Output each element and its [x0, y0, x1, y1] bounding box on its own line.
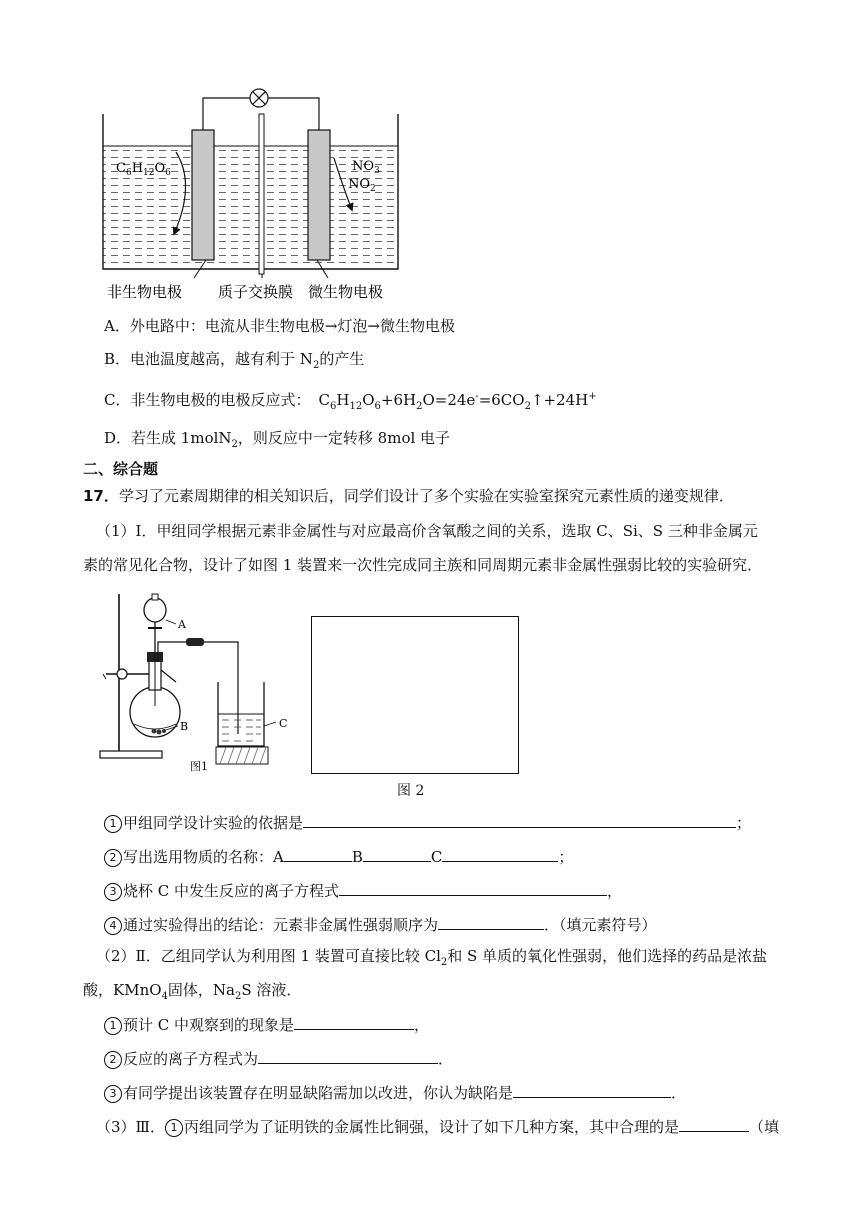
option-text-pre: 非生物电极的电极反应式：: [130, 391, 311, 409]
wire-left: [203, 98, 250, 130]
label-c: C: [279, 717, 288, 730]
q17-part2-item-1: [104, 1014, 429, 1035]
answer-blank[interactable]: [294, 1014, 414, 1030]
item-label-b: B: [351, 848, 363, 866]
option-letter: C．: [104, 391, 131, 409]
q17-part2-item-3: [104, 1082, 686, 1103]
answer-blank[interactable]: [438, 914, 544, 930]
item-text: 甲组同学设计实验的依据是: [123, 814, 304, 832]
item-tail: ；: [736, 814, 752, 832]
item-tail: ．: [438, 1050, 454, 1068]
circled-number: 1: [104, 815, 122, 833]
wire-right: [268, 98, 319, 130]
separatory-funnel: [144, 598, 166, 622]
part3-pre: （3）Ⅲ．: [96, 1118, 166, 1136]
option-letter: D．: [104, 429, 132, 447]
subscript: 2: [234, 991, 242, 1002]
part3-tail: （填: [749, 1118, 780, 1136]
circled-number: 4: [104, 917, 122, 935]
part2-text-c: S 溶液．: [241, 981, 302, 999]
option-text-post: ，则反应中一定转移 8mol 电子: [237, 429, 451, 447]
right-species-label-1: $NO_3$: [352, 159, 380, 176]
q17-stem: [83, 486, 734, 506]
label-a: A: [178, 618, 186, 631]
part3-text: 丙组同学为了证明铁的金属性比铜强，设计了如下几种方案，其中合理的是: [184, 1118, 680, 1136]
left-electrode: [192, 130, 214, 260]
option-letter: A．: [104, 317, 130, 335]
option-b: [104, 349, 364, 376]
q17-part1-line2: 素的常见化合物，设计了如图 1 装置来一次性完成同主族和同周期元素非金属性强弱比较的实验研究．: [83, 556, 763, 574]
support-block: [216, 747, 268, 764]
option-c: [104, 387, 597, 417]
section-title: 二、综合题: [83, 460, 159, 478]
item-tail: ．: [671, 1084, 687, 1102]
subscript: 2: [231, 439, 238, 450]
circled-number: 3: [104, 883, 122, 901]
item-tail: ．（填元素符号）: [544, 916, 657, 934]
item-tail: ，: [414, 1016, 430, 1034]
option-text: 外电路中：电流从非生物电极→灯泡→微生物电极: [129, 317, 455, 335]
proton-exchange-membrane: [259, 114, 264, 274]
q17-item-4: [104, 914, 657, 935]
option-text-pre: 若生成 1molN: [131, 429, 232, 447]
figure-1-caption: 图1: [190, 760, 208, 773]
part2-text-pre: （2）Ⅱ．乙组同学认为利用图 1 装置可直接比较 Cl: [96, 947, 441, 965]
label-b: B: [180, 720, 189, 733]
subscript: 2: [312, 360, 320, 371]
question-stem: 学习了元素周期律的相关知识后，同学们设计了多个实验在实验室探究元素性质的递变规律．: [118, 487, 734, 505]
question-number: 17．: [83, 487, 119, 505]
circled-number: 2: [104, 849, 122, 867]
item-text: 反应的离子方程式为: [123, 1050, 259, 1068]
option-a: [104, 316, 455, 336]
answer-blank-c[interactable]: [442, 846, 558, 862]
answer-blank[interactable]: [258, 1048, 438, 1064]
answer-blank[interactable]: [679, 1116, 749, 1132]
label-non-bio-electrode: 非生物电极: [107, 283, 183, 301]
label-bio-electrode: 微生物电极: [308, 283, 384, 301]
apparatus-figure-1: [98, 584, 298, 774]
item-text: 预计 C 中观察到的现象是: [123, 1016, 295, 1034]
answer-blank-b[interactable]: [363, 846, 431, 862]
item-text: 通过实验得出的结论：元素非金属性强弱顺序为: [123, 916, 439, 934]
q17-part2-line1: [96, 946, 767, 973]
option-text-pre: 电池温度越高，越有利于 N: [130, 350, 313, 368]
item-text: 烧杯 C 中发生反应的离子方程式: [123, 882, 340, 900]
fuel-cell-diagram: [98, 84, 408, 304]
left-species-label: $C_6H_{12}O_6$: [116, 161, 171, 178]
right-electrode: [308, 130, 330, 260]
circled-number: 1: [165, 1119, 183, 1137]
q17-part3-line1: [96, 1116, 779, 1137]
item-label-c: C: [430, 848, 443, 866]
answer-blank-a[interactable]: [284, 846, 352, 862]
q17-part2-item-2: [104, 1048, 453, 1069]
label-membrane: 质子交换膜: [218, 283, 294, 301]
item-tail: ，: [607, 882, 623, 900]
item-text: 有同学提出该装置存在明显缺陷需加以改进，你认为缺陷是: [123, 1084, 514, 1102]
circled-number: 1: [104, 1017, 122, 1035]
part2-text-a: 酸，KMnO: [83, 981, 162, 999]
subscript: 2: [440, 957, 448, 968]
q17-item-3: [104, 880, 622, 901]
part2-text-b: 固体，Na: [167, 981, 235, 999]
option-text-post: 的产生: [319, 350, 365, 368]
electrode-equation: $C_6H_{12}O_6+6H_2O=24e^-=6CO_2↑+24H^+$: [318, 391, 597, 412]
lamp-icon: [250, 89, 268, 107]
circled-number: 2: [104, 1051, 122, 1069]
item-text: 写出选用物质的名称：A: [123, 848, 284, 866]
answer-blank[interactable]: [339, 880, 607, 896]
right-species-label-2: $NO_2$: [348, 177, 376, 194]
option-d: [104, 428, 450, 455]
stand-base: [100, 751, 162, 758]
subscript: 4: [161, 991, 168, 1002]
answer-blank[interactable]: [513, 1082, 671, 1098]
item-tail: ；: [558, 848, 574, 866]
part2-text-mid: 和 S 单质的氧化性强弱，他们选择的药品是浓盐: [447, 947, 768, 965]
q17-item-2: [104, 846, 573, 867]
figure-2-caption: 图 2: [397, 783, 425, 799]
figure-2-box: [311, 616, 519, 774]
answer-blank[interactable]: [303, 812, 736, 828]
q17-part1-line1: （1）Ⅰ．甲组同学根据元素非金属性与对应最高价含氧酸之间的关系，选取 C、Si、S 三种非金属元: [96, 522, 758, 540]
circled-number: 3: [104, 1085, 122, 1103]
q17-part2-line2: [83, 980, 301, 1007]
option-letter: B．: [104, 350, 131, 368]
q17-item-1: [104, 812, 751, 833]
